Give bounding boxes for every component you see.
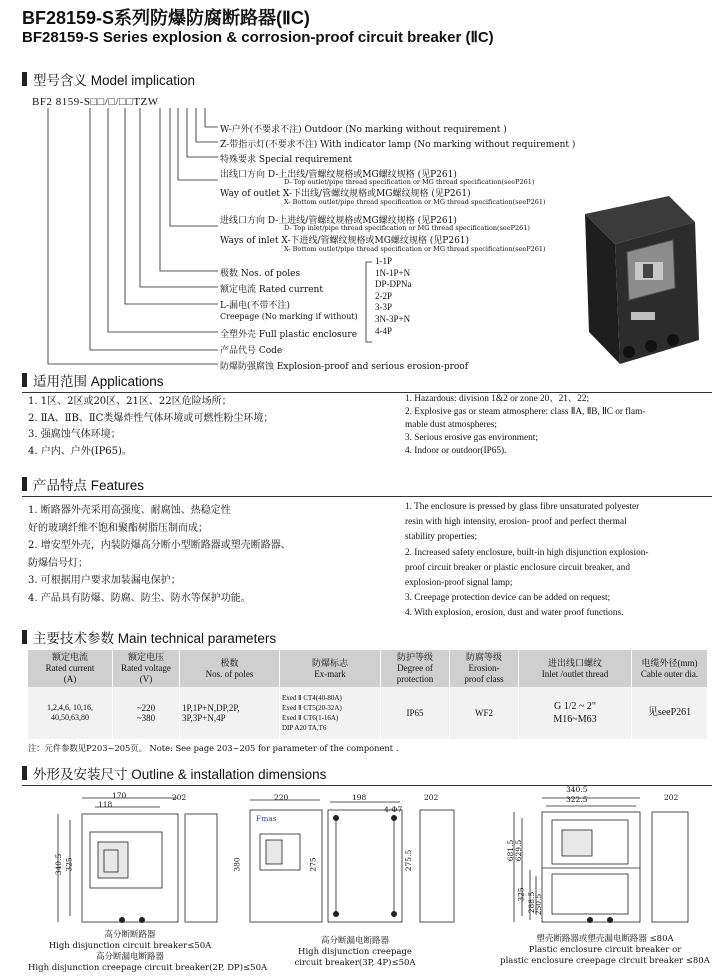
section-features: 产品特点 Features bbox=[22, 474, 712, 494]
model-item-outlet-d: 出线口方向 D-上出线/管螺纹规格或MG螺纹规格 (见P261) bbox=[220, 170, 457, 180]
d3-dim-325: 325 bbox=[516, 887, 526, 902]
d1-dim-340: 340.5 bbox=[54, 853, 64, 876]
d2-dim-198: 198 bbox=[352, 793, 367, 802]
model-item-code: 产品代号 Code bbox=[220, 346, 283, 356]
model-item-inlet-x: Ways of inlet X-下进线/管螺纹规格或MG螺纹规格 (见P261) bbox=[220, 236, 470, 246]
features-en: 1. The enclosure is pressed by glass fibre unsaturated polyester resin with high intensity, erosion- proof and perfect thermal stability properties; 2. Increased safety enclosure, built-in high disjunction explosion- proof circuit breaker or plastic enclosure circuit breaker, and explosion-proof signal lamp; 3. Creepage protection device can be added on request; 4. With explosion, erosion, dust and water proof functions. bbox=[405, 502, 649, 619]
d3-caption: 塑壳断路器或塑壳漏电断路器 ≤80A Plastic enclosure circuit breaker or plastic enclosure creepage circuit breaker ≤80A bbox=[500, 934, 710, 966]
d3-dim-322: 322.5 bbox=[566, 795, 588, 804]
d2-dim-220: 220 bbox=[274, 793, 289, 802]
model-item-outlet-x: Way of outlet X-下出线/管螺纹规格或MG螺纹规格 (见P261) bbox=[220, 189, 471, 199]
model-item-enclosure: 全塑外壳 Full plastic enclosure bbox=[220, 330, 358, 340]
section-applications: 适用范围 Applications bbox=[22, 370, 712, 390]
model-item-inlet-d-en: D- Top inlet/pipe thread specification or MG thread specification(seeP261) bbox=[284, 224, 530, 232]
model-item-lamp: Z-带指示灯(不要求不注) With indicator lamp (No marking without requirement ) bbox=[220, 140, 576, 150]
d2-dim-holes: 4-Φ7 bbox=[384, 805, 403, 814]
features-cn: 1. 断路器外壳采用高强度、耐腐蚀、热稳定性 好的玻璃纤维不饱和聚酯树脂压制而成； 2. 增安型外壳，内装防爆高分断小型断路器或塑壳断路器、 防爆信号灯； 3. 可根据用户要求加装漏电保护； 4. 产品具有防爆、防腐、防尘、防水等保护功能。 bbox=[28, 505, 291, 604]
d1-caption-line4: High disjunction creepage circuit breaker(2P, DP)≤50A bbox=[28, 963, 268, 973]
d3-dim-629: 629.5 bbox=[514, 839, 524, 862]
d1-dim-202: 202 bbox=[172, 793, 187, 802]
product-photo bbox=[565, 192, 710, 367]
title-cn: BF28159-S系列防爆防腐断路器(ⅡC) bbox=[22, 8, 310, 28]
d1-dim-170: 170 bbox=[112, 791, 127, 800]
d3-dim-250: 250.5 bbox=[534, 893, 544, 916]
model-item-special: 特殊要求 Special requirement bbox=[220, 155, 353, 165]
params-note: 注：元件参数见P203~205页。 Note: See page 203~205 for parameter of the component . bbox=[28, 743, 399, 753]
model-item-current: 额定电流 Rated current bbox=[220, 285, 323, 295]
model-item-outlet-x-en: X- Bottom outlet/pipe thread specification or MG thread specification(seeP261) bbox=[284, 198, 546, 206]
section-params: 主要技术参数 Main technical parameters bbox=[22, 627, 712, 647]
d1-dim-325: 325 bbox=[64, 857, 74, 872]
d2-dim-202: 202 bbox=[424, 793, 439, 802]
model-item-creepage: L-漏电(不带不注) bbox=[220, 301, 291, 311]
model-item-inlet-x-en: X- Bottom outlet/pipe thread specification or MG thread specification(seeP261) bbox=[284, 245, 546, 253]
model-item-outdoor: W-户外(不要求不注) Outdoor (No marking without requirement ) bbox=[220, 125, 507, 135]
applications-cn: 1. 1区、2区或20区、21区、22区危险场所； 2. ⅡA、ⅡB、ⅡC类爆炸性气体环境或可燃性粉尘环境； 3. 强腐蚀气体环境； 4. 户内、户外(IP65)。 bbox=[28, 396, 274, 457]
poles-list: 1-1P 1N-1P+N DP-DPNa 2-2P 3-3P 3N-3P+N 4-4P bbox=[375, 256, 412, 336]
model-item-outlet-d-en: D- Top outlet/pipe thread specification or MG thread specification(seeP261) bbox=[284, 178, 535, 186]
section-model: 型号含义 Model implication bbox=[22, 69, 712, 89]
applications-en: 1. Hazardous: division 1&2 or zone 20、21、22; 2. Explosive gas or steam atmosphere: class ⅡA, ⅡB, ⅡC or flam- mable dust atmospheres; 3. Serious erosive gas environment; 4. Indoor or outdoor(IP65). bbox=[405, 394, 646, 456]
d2-dim-275: 275 bbox=[308, 857, 318, 872]
model-item-poles: 极数 Nos. of poles bbox=[220, 269, 301, 279]
title-en: BF28159-S Series explosion & corrosion-proof circuit breaker (ⅡC) bbox=[22, 29, 494, 46]
d2-dim-275-5: 275.5 bbox=[404, 849, 414, 872]
params-header-row: 额定电流 Rated current (A) 额定电压 Rated voltage (V) 极数 Nos. of poles 防爆标志 Ex-mark 防护等级 Degree of protection 防腐等级 Erosion- proof class 进出线口螺纹 Inlet /outlet thread 电缆外径(mm) Cable outer dia. bbox=[28, 650, 708, 687]
d2-caption: 高分断漏电断路器 High disjunction creepage circuit breaker(3P, 4P)≤50A bbox=[294, 936, 416, 968]
d1-caption: 高分断断路器 High disjunction circuit breaker≤50A 高分断漏电断路器 bbox=[48, 930, 212, 962]
params-data-row: 1,2,4,6, 10,16, 40,50,63,80 ~220 ~380 1P,1P+N,DP,2P, 3P,3P+N,4P Exed Ⅱ CT4(40-80A) Exed Ⅱ CT5(20-32A) Exed Ⅱ CT6(1-16A) DIP A20 TA,T6 IP65 WF2 G 1/2 ~ 2" M16~M63 见seeP261 bbox=[28, 687, 708, 739]
model-code: BF2 8159-S□□/□/□□TZW bbox=[32, 96, 159, 108]
d1-dim-118: 118 bbox=[98, 800, 113, 809]
model-item-inlet-d: 进线口方向 D-上进线/管螺纹规格或MG螺纹规格 (见P261) bbox=[220, 216, 457, 226]
drawing-2 bbox=[240, 792, 460, 932]
d3-dim-288: 288.5 bbox=[527, 891, 537, 914]
section-outline: 外形及安装尺寸 Outline & installation dimensions bbox=[22, 763, 712, 783]
d3-dim-202: 202 bbox=[664, 793, 679, 802]
model-item-creepage-en: Creepage (No marking if without) bbox=[220, 312, 358, 321]
d2-logo: Fmas bbox=[256, 814, 277, 823]
d3-dim-340: 340.5 bbox=[566, 785, 588, 794]
d3-dim-681: 681.5 bbox=[506, 839, 516, 862]
model-item-erosion: 防爆防强腐蚀 Explosion-proof and serious erosion-proof bbox=[220, 362, 469, 372]
params-table bbox=[28, 650, 708, 739]
d2-dim-380: 380 bbox=[232, 857, 242, 872]
